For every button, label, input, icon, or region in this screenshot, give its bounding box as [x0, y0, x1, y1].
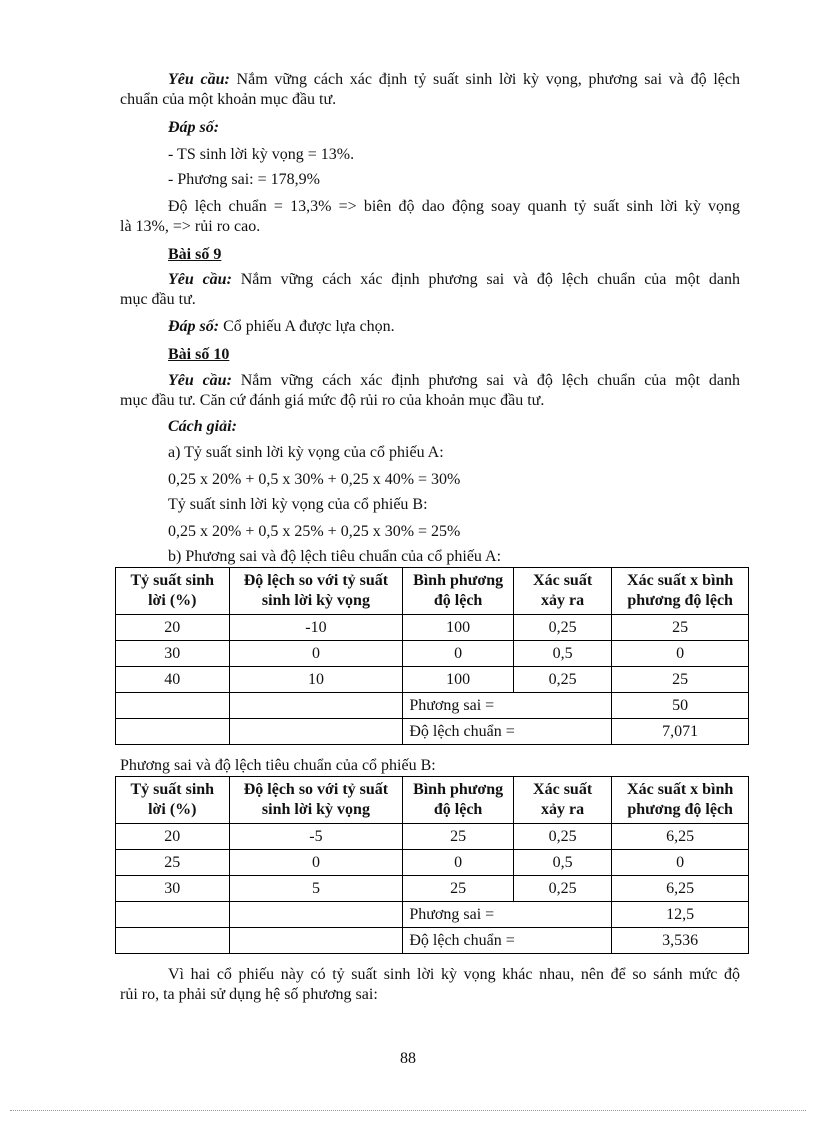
variance-row: [116, 693, 749, 719]
header-return-rate: Tỷ suất sinh lời (%): [116, 568, 230, 615]
solution-a-formula: 0,25 x 20% + 0,5 x 30% + 0,25 x 40% = 30%: [168, 471, 461, 488]
header-deviation: Độ lệch so với tỷ suất sinh lời kỳ vọng: [229, 777, 403, 824]
stdev-row: [116, 928, 749, 954]
table-row: 40 10 100 0,25 25: [116, 667, 749, 693]
label-yeu-cau: Yêu cầu:: [168, 372, 232, 389]
table-row: 25 0 0 0,5 0: [116, 850, 749, 876]
stdev-label: Độ lệch chuẩn =: [403, 928, 612, 954]
solution-b-title: Tỷ suất sinh lời kỳ vọng của cổ phiếu B:: [168, 496, 428, 513]
label-yeu-cau: Yêu cầu:: [168, 71, 230, 88]
table-a-caption: b) Phương sai và độ lệch tiêu chuẩn của cổ phiếu A:: [168, 548, 502, 565]
variance-table-stock-b: [115, 776, 749, 954]
header-return-rate: Tỷ suất sinh lời (%): [116, 777, 230, 824]
conclusion-paragraph: Vì hai cổ phiếu này có tỷ suất sinh lời kỳ vọng khác nhau, nên để so sánh mức độ: [168, 966, 740, 983]
answer-stdev-cont: là 13%, => rủi ro cao.: [120, 218, 261, 235]
table-row: 30 5 25 0,25 6,25: [116, 876, 749, 902]
table-row: 20 -10 100 0,25 25: [116, 615, 749, 641]
paragraph-yeu-cau-9: Yêu cầu: Nắm vững cách xác định phương sai và độ lệch chuẩn của một danh: [168, 271, 741, 288]
variance-label: Phương sai =: [403, 902, 612, 928]
table-header-row: [116, 777, 749, 824]
table-header-row: [116, 568, 749, 615]
page-number: 88: [400, 1050, 416, 1067]
table-row: 30 0 0 0,5 0: [116, 641, 749, 667]
header-squared-deviation: Bình phương độ lệch: [403, 568, 514, 615]
variance-value: 50: [612, 693, 749, 719]
variance-table-stock-a: [115, 567, 749, 745]
label-cach-giai: Cách giải:: [168, 418, 237, 435]
paragraph-dap-so-9: Đáp số: Cổ phiếu A được lựa chọn.: [168, 318, 395, 335]
variance-value: 12,5: [612, 902, 749, 928]
label-dap-so: Đáp số:: [168, 318, 220, 335]
paragraph-yeu-cau-9-cont: mục đầu tư.: [120, 291, 196, 308]
paragraph-yeu-cau-10-cont: mục đầu tư. Căn cứ đánh giá mức độ rủi ro của khoản mục đầu tư.: [120, 392, 545, 409]
conclusion-paragraph-cont: rủi ro, ta phải sử dụng hệ số phương sai:: [120, 986, 378, 1003]
stdev-value: 7,071: [612, 719, 749, 745]
stdev-label: Độ lệch chuẩn =: [403, 719, 612, 745]
heading-bai-9: Bài số 9: [168, 246, 222, 263]
label-dap-so: Đáp số:: [168, 119, 220, 136]
stdev-value: 3,536: [612, 928, 749, 954]
heading-bai-10: Bài số 10: [168, 346, 230, 363]
answer-variance: - Phương sai: = 178,9%: [168, 171, 320, 188]
paragraph-yeu-cau-1: Yêu cầu: Nắm vững cách xác định tỷ suất sinh lời kỳ vọng, phương sai và độ lệch: [168, 71, 740, 88]
header-probability: Xác suất xảy ra: [513, 777, 611, 824]
answer-expected-return: - TS sinh lời kỳ vọng = 13%.: [168, 146, 355, 163]
label-yeu-cau: Yêu cầu:: [168, 271, 232, 288]
paragraph-yeu-cau-10: Yêu cầu: Nắm vững cách xác định phương sai và độ lệch chuẩn của một danh: [168, 372, 741, 389]
answer-stdev: Độ lệch chuẩn = 13,3% => biên độ dao động soay quanh tỷ suất sinh lời kỳ vọng: [168, 198, 740, 215]
solution-b-formula: 0,25 x 20% + 0,5 x 25% + 0,25 x 30% = 25%: [168, 523, 461, 540]
table-row: 20 -5 25 0,25 6,25: [116, 824, 749, 850]
header-weighted-squared: Xác suất x bình phương độ lệch: [612, 777, 749, 824]
header-deviation: Độ lệch so với tỷ suất sinh lời kỳ vọng: [229, 568, 403, 615]
header-probability: Xác suất xảy ra: [513, 568, 611, 615]
page-bottom-rule: [10, 1110, 806, 1111]
stdev-row: [116, 719, 749, 745]
header-weighted-squared: Xác suất x bình phương độ lệch: [612, 568, 749, 615]
solution-a-title: a) Tỷ suất sinh lời kỳ vọng của cổ phiếu A:: [168, 444, 444, 461]
paragraph-yeu-cau-1-cont: chuẩn của một khoản mục đầu tư.: [120, 91, 337, 108]
table-b-caption: Phương sai và độ lệch tiêu chuẩn của cổ phiếu B:: [120, 757, 436, 774]
variance-row: [116, 902, 749, 928]
variance-label: Phương sai =: [403, 693, 612, 719]
header-squared-deviation: Bình phương độ lệch: [403, 777, 514, 824]
